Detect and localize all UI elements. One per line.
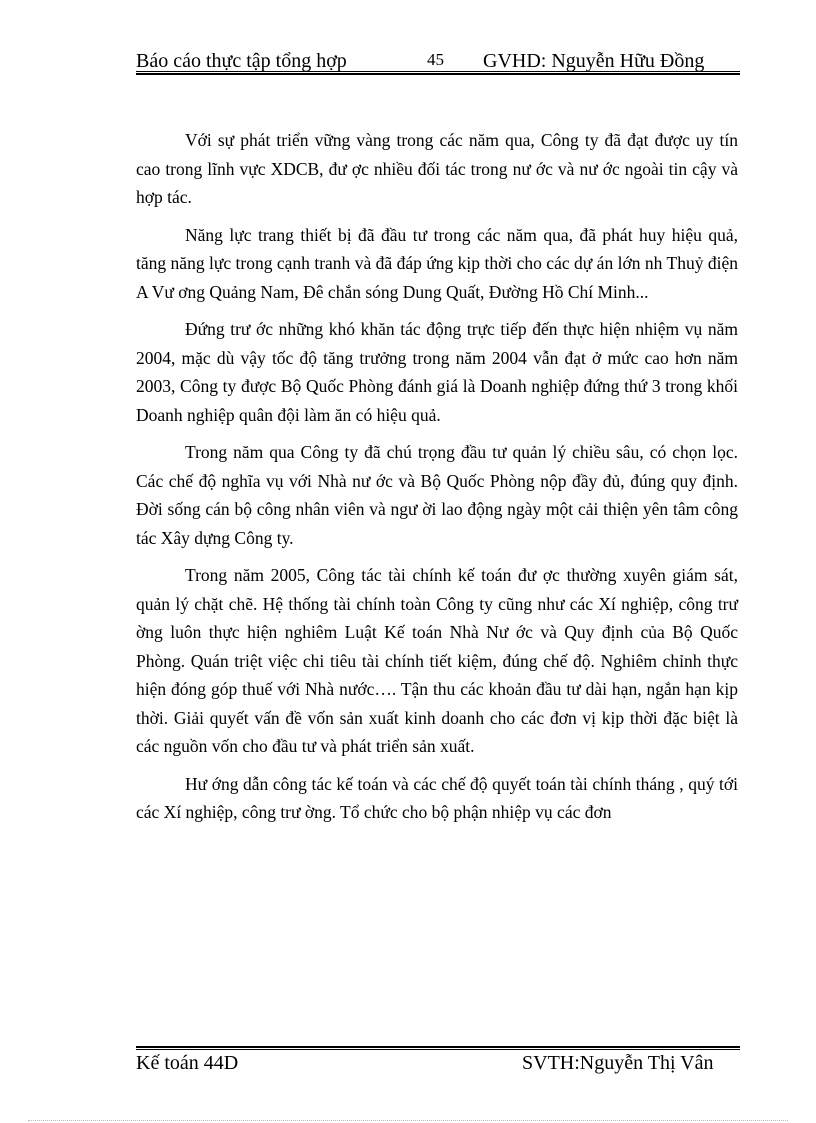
document-body [136, 126, 738, 836]
paragraph: Với sự phát triển vững vàng trong các năm qua, Công ty đã đạt được uy tín cao trong lĩnh vực XDCB, đư ợc nhiều đối tác trong nư ớc và nư ớc ngoài tin cậy và hợp tác. [136, 130, 738, 207]
paragraph: Hư ớng dẫn công tác kế toán và các chế độ quyết toán tài chính tháng , quý tới các Xí nghiệp, công trư ờng. Tổ chức cho bộ phận nhiệp vụ các đơn [136, 773, 738, 822]
paragraph: Năng lực trang thiết bị đã đầu tư trong các năm qua, đã phát huy hiệu quả, tăng năng lực trong cạnh tranh và đã đáp ứng kịp thời cho các dự án lớn nh Thuỷ điện A Vư ơng Quảng Nam, Đê chắn sóng Dung Quất, Đường Hồ Chí Minh... [136, 224, 738, 302]
student-name: SVTH:Nguyễn Thị Vân [522, 1052, 714, 1074]
page-edge [28, 1120, 788, 1121]
page-header [136, 44, 740, 72]
paragraph: Trong năm 2005, Công tác tài chính kế toán đư ợc thường xuyên giám sát, quản lý chặt chẽ. Hệ thống tài chính toàn Công ty cũng như các Xí nghiệp, công trư ờng luôn thực hiện nghiêm Luật Kế toán Nhà Nư ớc và Quy định của Bộ Quốc Phòng. Quán triệt việc chi tiêu tài chính tiết kiệm, đúng chế độ. Nghiêm chỉnh thực hiện đóng góp thuế với Nhà nước…. Tận thu các khoản đầu tư dài hạn, ngắn hạn kịp thời. Giải quyết vấn đề vốn sản xuất kinh doanh cho các đơn vị kịp thời đặc biệt là các nguồn vốn cho đầu tư và phát triển sản xuất. [136, 565, 738, 756]
header-divider [136, 71, 740, 75]
page-number: 45 [427, 50, 444, 69]
supervisor-name: GVHD: Nguyễn Hữu Đồng [483, 50, 705, 72]
report-title: Báo cáo thực tập tổng hợp [136, 50, 347, 72]
class-label: Kế toán 44D [136, 1052, 239, 1074]
footer-divider [136, 1046, 740, 1050]
paragraph: Đứng trư ớc những khó khăn tác động trực tiếp đến thực hiện nhiệm vụ năm 2004, mặc dù vậy tốc độ tăng trưởng trong năm 2004 vẫn đạt ở mức cao hơn năm 2003, Công ty được Bộ Quốc Phòng đánh giá là Doanh nghiệp đứng thứ 3 trong khối Doanh nghiệp quân đội làm ăn có hiệu quả. [136, 319, 738, 425]
paragraph: Trong năm qua Công ty đã chú trọng đầu tư quản lý chiều sâu, có chọn lọc. Các chế độ nghĩa vụ với Nhà nư ớc và Bộ Quốc Phòng nộp đầy đủ, đúng quy định. Đời sống cán bộ công nhân viên và ngư ời lao động ngày một cải thiện yên tâm công tác Xây dựng Công ty. [136, 442, 738, 548]
